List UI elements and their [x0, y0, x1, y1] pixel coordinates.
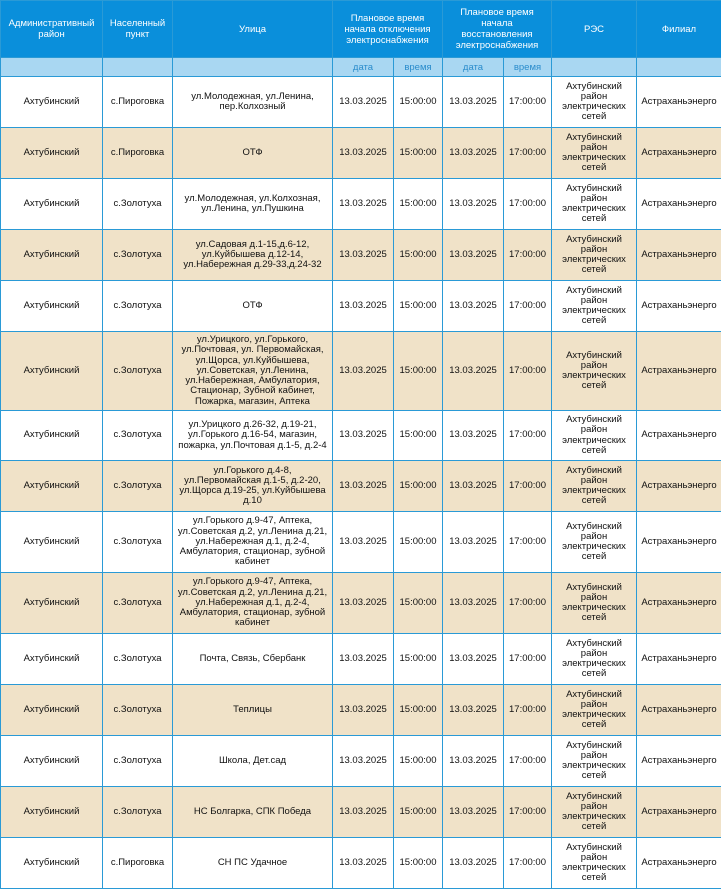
table-row — [1, 281, 721, 332]
table-row — [1, 179, 721, 230]
street-cell: НС Болгарка, СПК Победа — [173, 787, 333, 838]
street-cell: ул.Урицкого д.26-32, д.19-21, ул.Горького д.16-54, магазин, пожарка, ул.Почтовая д.1-5, д.2-4 — [173, 411, 333, 461]
res-cell: Ахтубинский район электрических сетей — [552, 787, 637, 838]
off-time-cell: 15:00:00 — [394, 634, 443, 685]
on-date-cell: 13.03.2025 — [443, 230, 504, 281]
subheader-off-time: время — [394, 58, 443, 77]
branch-cell: Астраханьэнерго — [637, 230, 721, 281]
col-settlement-header: Населенный пункт — [103, 1, 173, 58]
res-cell: Ахтубинский район электрических сетей — [552, 411, 637, 461]
res-cell: Ахтубинский район электрических сетей — [552, 128, 637, 179]
on-time-cell: 17:00:00 — [504, 128, 552, 179]
off-date-cell: 13.03.2025 — [333, 838, 394, 889]
subheader-on-date: дата — [443, 58, 504, 77]
on-time-cell: 17:00:00 — [504, 787, 552, 838]
district-cell: Ахтубинский — [1, 512, 103, 573]
district-cell: Ахтубинский — [1, 685, 103, 736]
res-cell: Ахтубинский район электрических сетей — [552, 281, 637, 332]
on-date-cell: 13.03.2025 — [443, 128, 504, 179]
subheader-empty — [103, 58, 173, 77]
off-time-cell: 15:00:00 — [394, 838, 443, 889]
branch-cell: Астраханьэнерго — [637, 634, 721, 685]
street-cell: ул.Урицкого, ул.Горького, ул.Почтовая, ул. Первомайская, ул.Щорса, ул.Куйбышева, ул.Советская, ул.Ленина, ул.Набережная, Амбулатория, Стационар, Зубной кабинет, Пожарка, магазин, Аптека — [173, 332, 333, 411]
res-cell: Ахтубинский район электрических сетей — [552, 573, 637, 634]
settlement-cell: с.Пироговка — [103, 77, 173, 128]
district-cell: Ахтубинский — [1, 128, 103, 179]
street-cell: Почта, Связь, Сбербанк — [173, 634, 333, 685]
on-time-cell: 17:00:00 — [504, 573, 552, 634]
settlement-cell: с.Золотуха — [103, 230, 173, 281]
on-date-cell: 13.03.2025 — [443, 787, 504, 838]
on-date-cell: 13.03.2025 — [443, 281, 504, 332]
table-row — [1, 461, 721, 512]
on-date-cell: 13.03.2025 — [443, 736, 504, 787]
street-cell: СН ПС Удачное — [173, 838, 333, 889]
on-date-cell: 13.03.2025 — [443, 332, 504, 411]
col-street-header: Улица — [173, 1, 333, 58]
table-row — [1, 332, 721, 411]
district-cell: Ахтубинский — [1, 332, 103, 411]
subheader-row — [1, 58, 721, 77]
street-cell: ул.Горького д.9-47, Аптека, ул.Советская д.2, ул.Ленина д.21, ул.Набережная д.1, д.2-4, Амбулатория, стационар, зубной кабинет — [173, 573, 333, 634]
branch-cell: Астраханьэнерго — [637, 411, 721, 461]
col-branch-header: Филиал — [637, 1, 721, 58]
off-time-cell: 15:00:00 — [394, 736, 443, 787]
off-time-cell: 15:00:00 — [394, 685, 443, 736]
table-row — [1, 634, 721, 685]
off-date-cell: 13.03.2025 — [333, 179, 394, 230]
subheader-off-date: дата — [333, 58, 394, 77]
street-cell: Школа, Дет.сад — [173, 736, 333, 787]
on-time-cell: 17:00:00 — [504, 77, 552, 128]
res-cell: Ахтубинский район электрических сетей — [552, 77, 637, 128]
off-time-cell: 15:00:00 — [394, 461, 443, 512]
res-cell: Ахтубинский район электрических сетей — [552, 332, 637, 411]
branch-cell: Астраханьэнерго — [637, 512, 721, 573]
table-row — [1, 838, 721, 889]
header-row — [1, 1, 721, 58]
table-row — [1, 787, 721, 838]
street-cell: ул.Горького д.4-8, ул.Первомайская д.1-5, д.2-20, ул.Щорса д.19-25, ул.Куйбышева д.10 — [173, 461, 333, 512]
off-time-cell: 15:00:00 — [394, 230, 443, 281]
street-cell: ОТФ — [173, 128, 333, 179]
district-cell: Ахтубинский — [1, 634, 103, 685]
street-cell: Теплицы — [173, 685, 333, 736]
settlement-cell: с.Пироговка — [103, 838, 173, 889]
street-cell: ул.Садовая д.1-15,д.6-12, ул.Куйбышева д.12-14, ул.Набережная д.29-33,д.24-32 — [173, 230, 333, 281]
subheader-empty — [637, 58, 721, 77]
subheader-empty — [552, 58, 637, 77]
on-date-cell: 13.03.2025 — [443, 573, 504, 634]
off-time-cell: 15:00:00 — [394, 512, 443, 573]
branch-cell: Астраханьэнерго — [637, 332, 721, 411]
settlement-cell: с.Пироговка — [103, 128, 173, 179]
settlement-cell: с.Золотуха — [103, 634, 173, 685]
col-planned-on-header: Плановое время начала восстановления электроснабжения — [443, 1, 552, 58]
on-date-cell: 13.03.2025 — [443, 411, 504, 461]
on-time-cell: 17:00:00 — [504, 461, 552, 512]
table-row — [1, 230, 721, 281]
col-planned-off-header: Плановое время начала отключения электроснабжения — [333, 1, 443, 58]
res-cell: Ахтубинский район электрических сетей — [552, 838, 637, 889]
district-cell: Ахтубинский — [1, 573, 103, 634]
res-cell: Ахтубинский район электрических сетей — [552, 634, 637, 685]
on-date-cell: 13.03.2025 — [443, 685, 504, 736]
on-time-cell: 17:00:00 — [504, 736, 552, 787]
off-date-cell: 13.03.2025 — [333, 281, 394, 332]
on-time-cell: 17:00:00 — [504, 685, 552, 736]
off-date-cell: 13.03.2025 — [333, 461, 394, 512]
on-time-cell: 17:00:00 — [504, 332, 552, 411]
district-cell: Ахтубинский — [1, 77, 103, 128]
on-date-cell: 13.03.2025 — [443, 512, 504, 573]
off-date-cell: 13.03.2025 — [333, 128, 394, 179]
settlement-cell: с.Золотуха — [103, 787, 173, 838]
res-cell: Ахтубинский район электрических сетей — [552, 736, 637, 787]
off-date-cell: 13.03.2025 — [333, 411, 394, 461]
res-cell: Ахтубинский район электрических сетей — [552, 179, 637, 230]
table-row — [1, 77, 721, 128]
on-date-cell: 13.03.2025 — [443, 838, 504, 889]
on-date-cell: 13.03.2025 — [443, 461, 504, 512]
table-row — [1, 512, 721, 573]
table-row — [1, 685, 721, 736]
district-cell: Ахтубинский — [1, 736, 103, 787]
off-date-cell: 13.03.2025 — [333, 332, 394, 411]
off-date-cell: 13.03.2025 — [333, 736, 394, 787]
off-time-cell: 15:00:00 — [394, 179, 443, 230]
district-cell: Ахтубинский — [1, 838, 103, 889]
subheader-empty — [173, 58, 333, 77]
branch-cell: Астраханьэнерго — [637, 685, 721, 736]
on-date-cell: 13.03.2025 — [443, 77, 504, 128]
branch-cell: Астраханьэнерго — [637, 736, 721, 787]
on-time-cell: 17:00:00 — [504, 838, 552, 889]
table-row — [1, 128, 721, 179]
district-cell: Ахтубинский — [1, 787, 103, 838]
res-cell: Ахтубинский район электрических сетей — [552, 512, 637, 573]
on-time-cell: 17:00:00 — [504, 411, 552, 461]
table-row — [1, 736, 721, 787]
branch-cell: Астраханьэнерго — [637, 838, 721, 889]
off-time-cell: 15:00:00 — [394, 281, 443, 332]
on-time-cell: 17:00:00 — [504, 512, 552, 573]
on-date-cell: 13.03.2025 — [443, 179, 504, 230]
on-time-cell: 17:00:00 — [504, 634, 552, 685]
on-time-cell: 17:00:00 — [504, 179, 552, 230]
settlement-cell: с.Золотуха — [103, 179, 173, 230]
settlement-cell: с.Золотуха — [103, 573, 173, 634]
branch-cell: Астраханьэнерго — [637, 77, 721, 128]
col-district-header: Административный район — [1, 1, 103, 58]
settlement-cell: с.Золотуха — [103, 411, 173, 461]
off-time-cell: 15:00:00 — [394, 787, 443, 838]
off-time-cell: 15:00:00 — [394, 332, 443, 411]
subheader-empty — [1, 58, 103, 77]
off-time-cell: 15:00:00 — [394, 128, 443, 179]
branch-cell: Астраханьэнерго — [637, 128, 721, 179]
table-row — [1, 573, 721, 634]
off-time-cell: 15:00:00 — [394, 573, 443, 634]
off-date-cell: 13.03.2025 — [333, 787, 394, 838]
on-time-cell: 17:00:00 — [504, 281, 552, 332]
branch-cell: Астраханьэнерго — [637, 787, 721, 838]
res-cell: Ахтубинский район электрических сетей — [552, 230, 637, 281]
off-date-cell: 13.03.2025 — [333, 230, 394, 281]
street-cell: ул.Горького д.9-47, Аптека, ул.Советская д.2, ул.Ленина д.21, ул.Набережная д.1, д.2-4, Амбулатория, стационар, зубной кабинет — [173, 512, 333, 573]
branch-cell: Астраханьэнерго — [637, 281, 721, 332]
subheader-on-time: время — [504, 58, 552, 77]
settlement-cell: с.Золотуха — [103, 685, 173, 736]
col-res-header: РЭС — [552, 1, 637, 58]
off-date-cell: 13.03.2025 — [333, 634, 394, 685]
street-cell: ул.Молодежная, ул.Колхозная, ул.Ленина, ул.Пушкина — [173, 179, 333, 230]
off-date-cell: 13.03.2025 — [333, 685, 394, 736]
district-cell: Ахтубинский — [1, 179, 103, 230]
district-cell: Ахтубинский — [1, 281, 103, 332]
branch-cell: Астраханьэнерго — [637, 573, 721, 634]
settlement-cell: с.Золотуха — [103, 512, 173, 573]
district-cell: Ахтубинский — [1, 461, 103, 512]
branch-cell: Астраханьэнерго — [637, 179, 721, 230]
settlement-cell: с.Золотуха — [103, 736, 173, 787]
settlement-cell: с.Золотуха — [103, 332, 173, 411]
on-date-cell: 13.03.2025 — [443, 634, 504, 685]
district-cell: Ахтубинский — [1, 230, 103, 281]
table-row — [1, 411, 721, 461]
off-time-cell: 15:00:00 — [394, 77, 443, 128]
off-time-cell: 15:00:00 — [394, 411, 443, 461]
district-cell: Ахтубинский — [1, 411, 103, 461]
street-cell: ОТФ — [173, 281, 333, 332]
on-time-cell: 17:00:00 — [504, 230, 552, 281]
settlement-cell: с.Золотуха — [103, 461, 173, 512]
off-date-cell: 13.03.2025 — [333, 512, 394, 573]
settlement-cell: с.Золотуха — [103, 281, 173, 332]
res-cell: Ахтубинский район электрических сетей — [552, 685, 637, 736]
off-date-cell: 13.03.2025 — [333, 77, 394, 128]
street-cell: ул.Молодежная, ул.Ленина, пер.Колхозный — [173, 77, 333, 128]
off-date-cell: 13.03.2025 — [333, 573, 394, 634]
branch-cell: Астраханьэнерго — [637, 461, 721, 512]
res-cell: Ахтубинский район электрических сетей — [552, 461, 637, 512]
